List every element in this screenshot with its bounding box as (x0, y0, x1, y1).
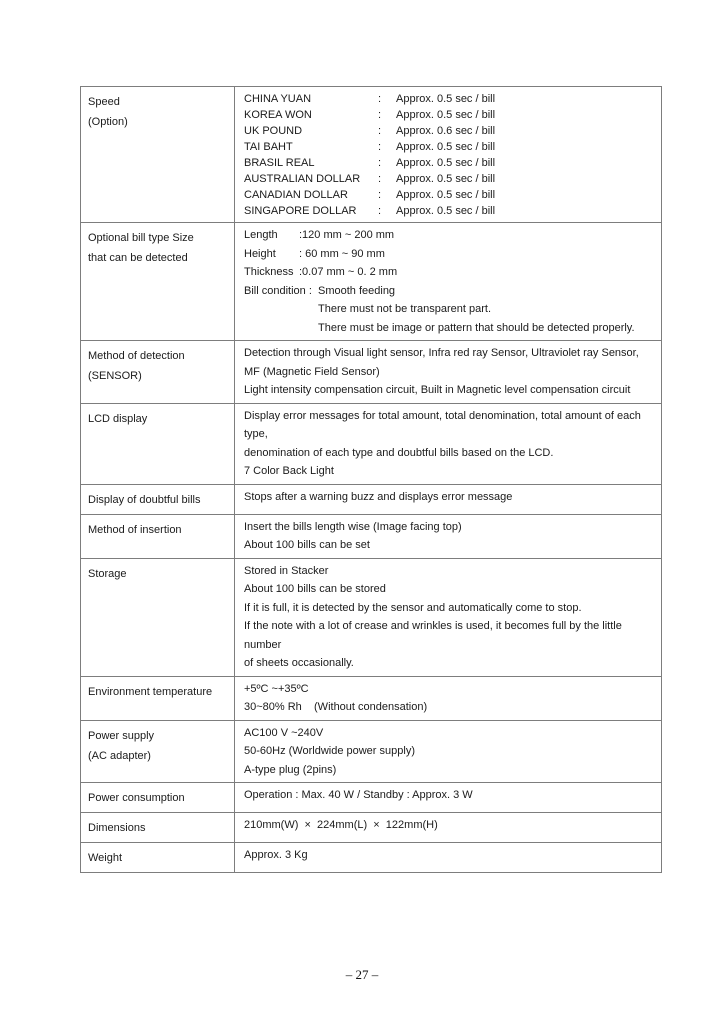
currency-speed-value: Approx. 0.5 sec / bill (396, 109, 496, 121)
row-label-detection (81, 341, 235, 404)
label-line: (SENSOR) (88, 370, 142, 382)
value-line: +5ºC ~+35ºC (244, 682, 309, 695)
value-line: 50-60Hz (Worldwide power supply) (244, 745, 415, 757)
size-dimension-value: :0.07 mm ~ 0. 2 mm (299, 266, 398, 278)
value-line: Display error messages for total amount, total denomination, total amount of each type, (244, 409, 644, 440)
row-label-power-supply (81, 720, 235, 783)
currency-speed-value: Approx. 0.5 sec / bill (396, 141, 496, 153)
value-line: 30~80% Rh (Without condensation) (244, 701, 428, 713)
currency-speed-line (244, 187, 655, 203)
row-label-power-consumption (81, 783, 235, 813)
label-line: (Option) (88, 116, 128, 128)
currency-name: KOREA WON (244, 109, 312, 121)
currency-name: CANADIAN DOLLAR (244, 189, 348, 201)
label-line: Storage (88, 567, 127, 580)
currency-speed-value: Approx. 0.5 sec / bill (396, 93, 496, 105)
row-label-weight (81, 843, 235, 873)
label-line: Weight (88, 852, 123, 864)
value-line: Stops after a warning buzz and displays error message (244, 490, 513, 503)
colon-separator: : (378, 157, 382, 169)
currency-speed-line (244, 123, 655, 139)
value-line: of sheets occasionally. (244, 657, 354, 669)
value-line: 7 Color Back Light (244, 465, 334, 477)
value-line: AC100 V ~240V (244, 726, 324, 739)
table-row-weight (81, 843, 662, 873)
row-value-detection (235, 341, 662, 404)
row-label-lcd (81, 403, 235, 484)
row-label-doubtful-bills (81, 484, 235, 514)
row-value-doubtful-bills (235, 484, 662, 514)
table-row-dimensions (81, 813, 662, 843)
currency-name: CHINA YUAN (244, 93, 312, 105)
label-line: that can be detected (88, 252, 188, 264)
table-row-speed (81, 87, 662, 223)
label-line: Display of doubtful bills (88, 493, 201, 506)
bill-condition-name: Bill condition : (244, 284, 312, 297)
label-line: Power supply (88, 729, 155, 742)
row-label-storage (81, 558, 235, 676)
row-label-environment (81, 676, 235, 720)
currency-speed-line (244, 107, 655, 123)
table-row-insertion (81, 514, 662, 558)
table-row-lcd (81, 403, 662, 484)
spec-table (80, 86, 662, 873)
currency-speed-line (244, 155, 655, 171)
currency-name: UK POUND (244, 125, 303, 137)
size-dimension-value: : 60 mm ~ 90 mm (299, 247, 385, 260)
table-row-environment (81, 676, 662, 720)
table-row-power-supply (81, 720, 662, 783)
value-line: Insert the bills length wise (Image facing top) (244, 520, 462, 533)
currency-speed-value: Approx. 0.5 sec / bill (396, 205, 496, 217)
currency-name: BRASIL REAL (244, 157, 315, 169)
colon-separator: : (378, 173, 382, 185)
colon-separator: : (378, 189, 382, 201)
row-label-bill-size (81, 223, 235, 341)
value-line: Approx. 3 Kg (244, 849, 308, 861)
table-row-bill-size (81, 223, 662, 341)
value-line: If it is full, it is detected by the sensor and automatically come to stop. (244, 601, 582, 614)
row-value-environment (235, 676, 662, 720)
value-line: About 100 bills can be set (244, 539, 370, 551)
label-line: (AC adapter) (88, 749, 151, 762)
row-value-bill-size (235, 223, 662, 341)
label-line: Method of detection (88, 350, 185, 362)
label-line: Method of insertion (88, 523, 182, 536)
value-line: Stored in Stacker (244, 564, 329, 577)
currency-speed-value: Approx. 0.6 sec / bill (396, 125, 496, 137)
value-line: Operation : Max. 40 W / Standby : Approx. 3 W (244, 789, 473, 801)
value-line: denomination of each type and doubtful bills based on the LCD. (244, 446, 554, 459)
label-line: Dimensions (88, 822, 146, 834)
value-line: Light intensity compensation circuit, Built in Magnetic level compensation circuit (244, 384, 631, 396)
table-row-power-consumption (81, 783, 662, 813)
value-line: If the note with a lot of crease and wrinkles is used, it becomes full by the little number (244, 620, 625, 651)
value-line: MF (Magnetic Field Sensor) (244, 365, 380, 378)
currency-speed-line (244, 171, 655, 187)
row-value-dimensions (235, 813, 662, 843)
size-dimension-value: :120 mm ~ 200 mm (299, 229, 395, 241)
value-line: Detection through Visual light sensor, Infra red ray Sensor, Ultraviolet ray Sensor, (244, 347, 639, 359)
size-line (244, 263, 655, 282)
row-value-lcd (235, 403, 662, 484)
currency-speed-value: Approx. 0.5 sec / bill (396, 189, 496, 201)
value-line: A-type plug (2pins) (244, 763, 337, 776)
size-line (244, 245, 655, 264)
currency-name: SINGAPORE DOLLAR (244, 205, 357, 217)
row-value-storage (235, 558, 662, 676)
label-line: Speed (88, 96, 120, 108)
row-label-speed (81, 87, 235, 223)
size-dimension-name: Height (244, 247, 276, 260)
currency-speed-line (244, 139, 655, 155)
label-line: Optional bill type Size (88, 232, 194, 244)
currency-name: AUSTRALIAN DOLLAR (244, 173, 361, 185)
label-line: LCD display (88, 412, 148, 425)
table-row-doubtful-bills (81, 484, 662, 514)
value-line: 210mm(W) × 224mm(L) × 122mm(H) (244, 819, 438, 831)
colon-separator: : (378, 125, 382, 137)
size-line (244, 226, 655, 245)
table-row-storage (81, 558, 662, 676)
row-value-weight (235, 843, 662, 873)
row-value-power-supply (235, 720, 662, 783)
label-line: Environment temperature (88, 685, 213, 698)
label-line: Power consumption (88, 792, 185, 804)
currency-speed-value: Approx. 0.5 sec / bill (396, 173, 496, 185)
bill-condition-note: There must be image or pattern that should be detected properly. (318, 321, 635, 334)
colon-separator: : (378, 109, 382, 121)
page-number: – 27 – (345, 967, 379, 982)
currency-name: TAI BAHT (244, 141, 293, 153)
currency-speed-line (244, 91, 655, 107)
bill-condition-note: There must not be transparent part. (318, 303, 492, 315)
currency-speed-value: Approx. 0.5 sec / bill (396, 157, 496, 169)
currency-speed-line (244, 203, 655, 219)
colon-separator: : (378, 205, 382, 217)
row-label-insertion (81, 514, 235, 558)
value-line: About 100 bills can be stored (244, 583, 386, 595)
row-label-dimensions (81, 813, 235, 843)
table-row-detection (81, 341, 662, 404)
size-dimension-name: Thickness (244, 266, 294, 278)
row-value-insertion (235, 514, 662, 558)
row-value-speed (235, 87, 662, 223)
bill-condition-value: Smooth feeding (318, 284, 396, 297)
row-value-power-consumption (235, 783, 662, 813)
bill-condition-line (244, 282, 655, 301)
size-dimension-name: Length (244, 229, 278, 241)
colon-separator: : (378, 141, 382, 153)
colon-separator: : (378, 93, 382, 105)
